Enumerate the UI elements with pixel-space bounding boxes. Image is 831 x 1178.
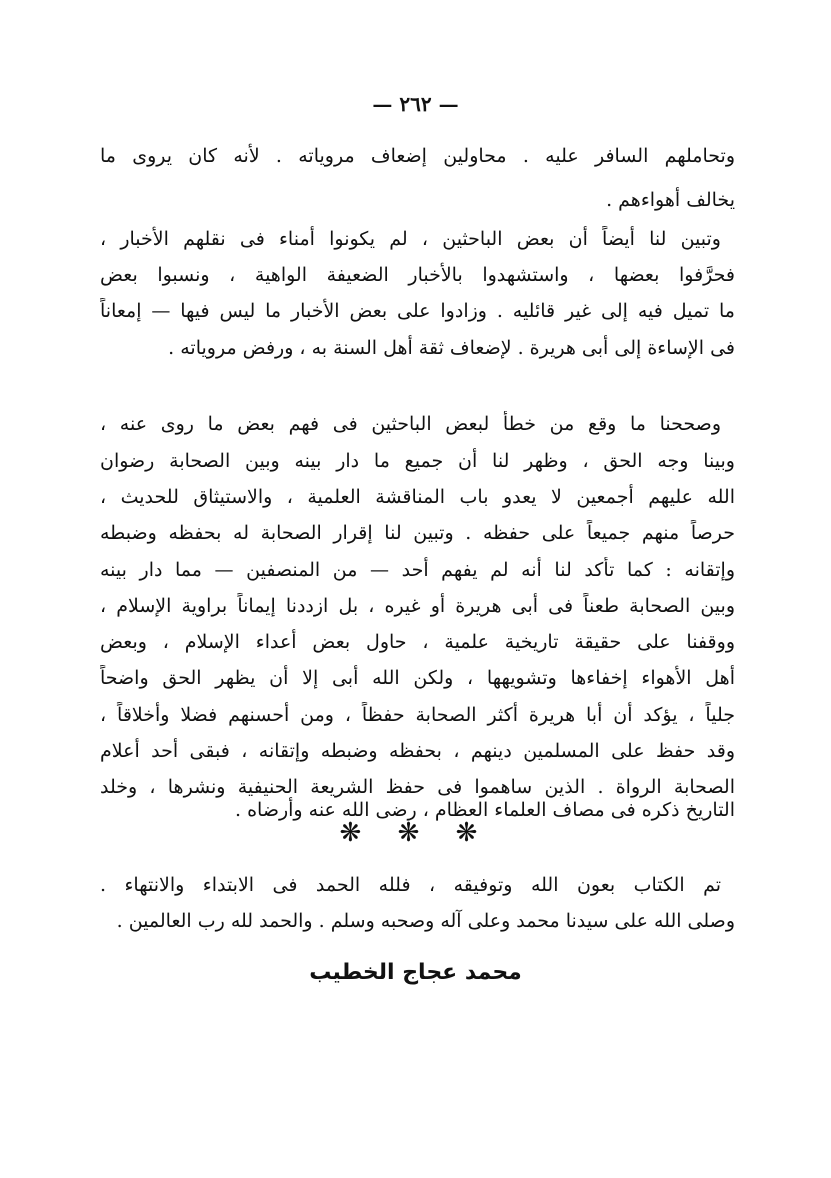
paragraph-3-line-2: وبينا وجه الحق ، وظهر لنا أن جميع ما دار بينه وبين الصحابة رضوان <box>100 450 735 472</box>
closing-line-1: تم الكتاب بعون الله وتوفيقه ، فلله الحمد فى الابتداء والانتهاء . <box>100 874 721 896</box>
paragraph-2-line-3: ما تميل فيه إلى غير قائليه . وزادوا على بعض الأخبار ما ليس فيها — إمعاناً <box>100 300 735 322</box>
paragraph-3-line-12: التاريخ ذكره فى مصاف العلماء العظام ، رضى الله عنه وأرضاه . <box>235 799 735 821</box>
paragraph-3-line-1: وصححنا ما وقع من خطأ لبعض الباحثين فى فهم بعض ما روى عنه ، <box>100 413 721 435</box>
paragraph-3-line-5: وإتقانه : كما تأكد لنا أنه لم يفهم أحد — من المنصفين — مما دار بينه <box>100 559 735 581</box>
paragraph-3-line-11: الصحابة الرواة . الذين ساهموا فى حفظ الشريعة الحنيفية ونشرها ، وخلد <box>100 776 735 798</box>
closing-line-2: وصلى الله على سيدنا محمد وعلى آله وصحبه وسلم . والحمد لله رب العالمين . <box>116 910 735 932</box>
paragraph-3-line-8: أهل الأهواء إخفاءها وتشويهها ، ولكن الله أبى إلا أن يظهر الحق واضحاً <box>100 667 735 689</box>
paragraph-3-line-10: وقد حفظ على المسلمين دينهم ، بحفظه وضبطه وإتقانه ، فبقى أحد أعلام <box>100 740 735 762</box>
paragraph-3-line-3: الله عليهم أجمعين لا يعدو باب المناقشة العلمية ، والاستيثاق للحديث ، <box>100 486 735 508</box>
paragraph-3-line-9: جلياً ، يؤكد أن أبا هريرة أكثر الصحابة حفظاً ، ومن أحسنهم فضلا وأخلاقاً ، <box>100 704 735 726</box>
paragraph-1-line-2: يخالف أهواءهم . <box>606 189 735 211</box>
paragraph-2-line-2: فحرَّفوا بعضها ، واستشهدوا بالأخبار الضعيفة الواهية ، ونسبوا بعض <box>100 264 735 286</box>
paragraph-3-line-6: وبين الصحابة طعناً فى أبى هريرة أو غيره ، بل ازددنا إيماناً براوية الإسلام ، <box>100 595 735 617</box>
paragraph-3-line-4: حرصاً منهم جميعاً على حفظه . وتبين لنا إقرار الصحابة له بحفظه وضبطه <box>100 522 735 544</box>
author-signature: محمد عجاج الخطيب <box>309 960 522 985</box>
paragraph-3-line-7: ووقفنا على حقيقة تاريخية علمية ، حاول بعض أعداء الإسلام ، وبعض <box>100 631 735 653</box>
paragraph-2-line-4: فى الإساءة إلى أبى هريرة . لإضعاف ثقة أهل السنة به ، ورفض مروياته . <box>168 337 735 359</box>
ornament-divider: ❋ ❋ ❋ <box>339 818 492 848</box>
paragraph-2-line-1: وتبين لنا أيضاً أن بعض الباحثين ، لم يكونوا أمناء فى نقلهم الأخبار ، <box>100 228 721 250</box>
page-number: — ٢٦٢ — <box>372 92 459 116</box>
paragraph-1-line-1: وتحاملهم السافر عليه . محاولين إضعاف مروياته . لأنه كان يروى ما <box>100 145 735 167</box>
